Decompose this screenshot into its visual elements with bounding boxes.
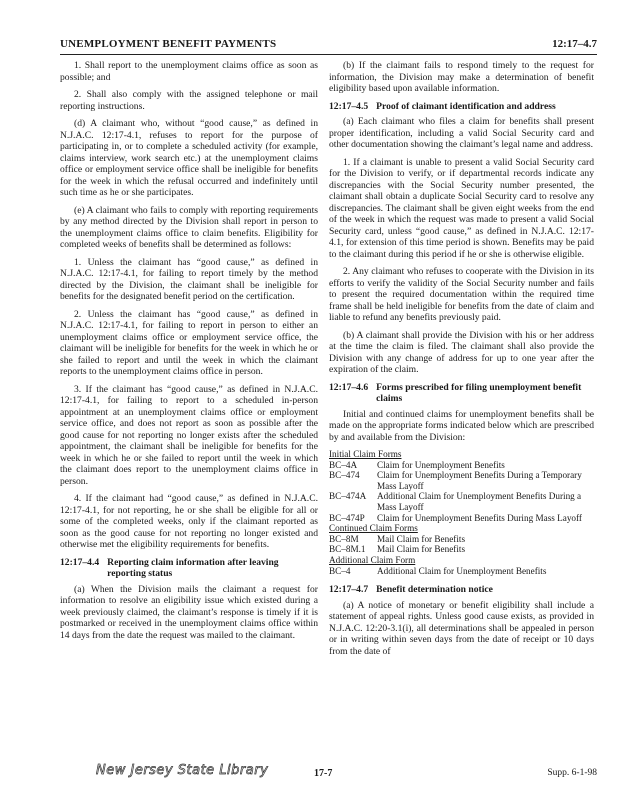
section-number: 12:17–4.6 <box>329 381 369 393</box>
forms-table <box>329 449 594 576</box>
section-title: Benefit determination notice <box>376 584 493 596</box>
left-column <box>60 60 318 647</box>
table-row <box>329 491 594 512</box>
paragraph: 4. If the claimant had “good cause,” as defined in N.J.A.C. 12:17-4.1, for not reporting, he or she shall be eligible for all or some of the completed weeks, only if the claimant reported as soon as the good cause for not reporting no longer existed and otherwise met the eligibility requirements for benefits. <box>60 493 318 550</box>
table-row <box>329 555 594 566</box>
form-group-heading: Continued Claim Forms <box>329 523 418 534</box>
section-heading <box>60 557 318 580</box>
table-row <box>329 470 594 491</box>
section-heading <box>329 584 594 596</box>
table-row <box>329 544 594 555</box>
form-group-heading: Initial Claim Forms <box>329 449 402 459</box>
table-row <box>329 534 594 545</box>
paragraph: 3. If the claimant has “good cause,” as defined in N.J.A.C. 12:17-4.1, for failing to report to a scheduled in-person appointment at an unemployment claims office or employment service office, and does not report as soon as possible after the good cause for not reporting no longer exists after the scheduled appointment, the claimant shall be ineligible for benefits for the week in which he or she failed to report until the week in which the claimant does report to the unemployment claims office in person. <box>60 383 318 487</box>
section-number: 12:17–4.7 <box>329 584 369 596</box>
paragraph: 2. Any claimant who refuses to cooperate with the Division in its efforts to verify the validity of the Social Security number and fails to present the required documentation within the required time frame shall be held ineligible for benefits from the date of claim and liable to refund any benefits previously paid. <box>329 266 594 323</box>
library-stamp: New Jersey State Library <box>96 763 269 778</box>
page-number: 17-7 <box>314 768 333 779</box>
paragraph: (a) When the Division mails the claimant a request for information to resolve an eligibility issue which existed during a week previously claimed, the claimant’s response is timely if it is postmarked or received in the unemployment claims office within 14 days from the date the request was mailed to the claimant. <box>60 583 318 641</box>
form-description: Claim for Unemployment Benefits <box>377 459 505 470</box>
section-title: Forms prescribed for filing unemployment benefit claims <box>376 381 582 404</box>
paragraph: (a) A notice of monetary or benefit eligibility shall include a statement of appeal rights. Unless good cause exists, as provided in N.J.A.C. 12:20-3.1(i), all determinations shall be appealed in person or in writing within seven days from the date of receipt or 10 days from the date of <box>329 599 594 657</box>
form-code: BC–474P <box>329 512 365 523</box>
page-footer <box>60 765 597 785</box>
table-row <box>329 523 594 534</box>
right-column <box>329 60 594 663</box>
section-heading <box>329 101 594 113</box>
paragraph: Initial and continued claims for unemployment benefits shall be made on the appropriate forms indicated below which are prescribed by and available from the Division: <box>329 408 594 443</box>
running-header <box>60 38 597 55</box>
paragraph: 1. Unless the claimant has “good cause,” as defined in N.J.A.C. 12:17-4.1, for failing to report timely by the method directed by the Division, the claimant shall be ineligible for benefits for the designated benefit period on the certification. <box>60 256 318 302</box>
form-code: BC–4A <box>329 459 358 470</box>
paragraph: (d) A claimant who, without “good cause,” as defined in N.J.A.C. 12:17-4.1, refuses to report for the purpose of participating in, or to complete a scheduled activity (for example, claims interview, work search etc.) at the unemployment claims office or employment service office shall be ineligible for benefits for the week in which the refusal occurred and indefinitely until such time as he or she participates. <box>60 118 318 198</box>
section-number: 12:17–4.4 <box>60 556 100 568</box>
paragraph: 1. Shall report to the unemployment claims office as soon as possible; and <box>60 60 318 83</box>
form-description: Mail Claim for Benefits <box>377 544 466 555</box>
paragraph: 2. Shall also comply with the assigned telephone or mail reporting instructions. <box>60 89 318 112</box>
form-description: Additional Claim for Unemployment Benefits <box>377 565 547 576</box>
form-description: Mail Claim for Benefits <box>377 533 466 544</box>
form-code: BC–8M.1 <box>329 544 366 555</box>
paragraph: (e) A claimant who fails to comply with reporting requirements by any method directed by the Division shall report in person to the unemployment claims office to claim benefits. Eligibility for completed weeks of benefits shall be determined as follows: <box>60 204 318 250</box>
paragraph: (b) A claimant shall provide the Division with his or her address at the time the claim is filed. The claimant shall also provide the Division with any change of address for up to one year after the expiration of the claim. <box>329 329 594 375</box>
paragraph: 2. Unless the claimant has “good cause,” as defined in N.J.A.C. 12:17-4.1, for failing to report in person to either an unemployment claims office or employment service office, the claimant will be ineligible for benefits for the week in which he or she failed to report and until the week in which the claimant reports to the unemployment claims office in person. <box>60 308 318 377</box>
header-section-ref: 12:17–4.7 <box>552 38 597 50</box>
section-number: 12:17–4.5 <box>329 100 369 112</box>
paragraph: (b) If the claimant fails to respond timely to the request for information, the Division may make a determination of benefit eligibility based upon available information. <box>329 60 594 94</box>
form-code: BC–4 <box>329 565 351 576</box>
header-title: UNEMPLOYMENT BENEFIT PAYMENTS <box>60 38 277 50</box>
table-row <box>329 566 594 577</box>
table-row <box>329 513 594 524</box>
form-code: BC–8M <box>329 533 359 544</box>
form-description: Claim for Unemployment Benefits During a Temporary Mass Layoff <box>377 470 582 491</box>
section-title: Proof of claimant identification and address <box>376 100 556 112</box>
table-row <box>329 460 594 471</box>
form-group-heading: Additional Claim Form <box>329 554 416 565</box>
supplement-date: Supp. 6-1-98 <box>547 768 597 778</box>
paragraph: 1. If a claimant is unable to present a valid Social Security card for the Division to verify, or if departmental records indicate any discrepancies with the Social Security number presented, the claimant shall obtain a duplicate Social Security card to resolve any discrepancies. The claimant shall be given eight weeks from the end of the week in which the request was made to present a valid Social Security card, unless “good cause,” as defined in N.J.A.C. 12:17-4.1, for extension of this time period is shown. Benefits may be paid to the claimant during this period if he or she is otherwise eligible. <box>329 156 594 260</box>
table-row <box>329 449 594 460</box>
form-code: BC–474A <box>329 491 367 502</box>
section-title: Reporting claim information after leaving reporting status <box>107 556 279 579</box>
form-code: BC–474 <box>329 470 360 481</box>
section-heading <box>329 382 594 405</box>
form-description: Claim for Unemployment Benefits During Mass Layoff <box>377 512 582 523</box>
paragraph: (a) Each claimant who files a claim for benefits shall present proper identification, including a valid Social Security card and other documentation showing the claimant’s legal name and address. <box>329 116 594 150</box>
form-description: Additional Claim for Unemployment Benefits During a Mass Layoff <box>377 491 582 512</box>
